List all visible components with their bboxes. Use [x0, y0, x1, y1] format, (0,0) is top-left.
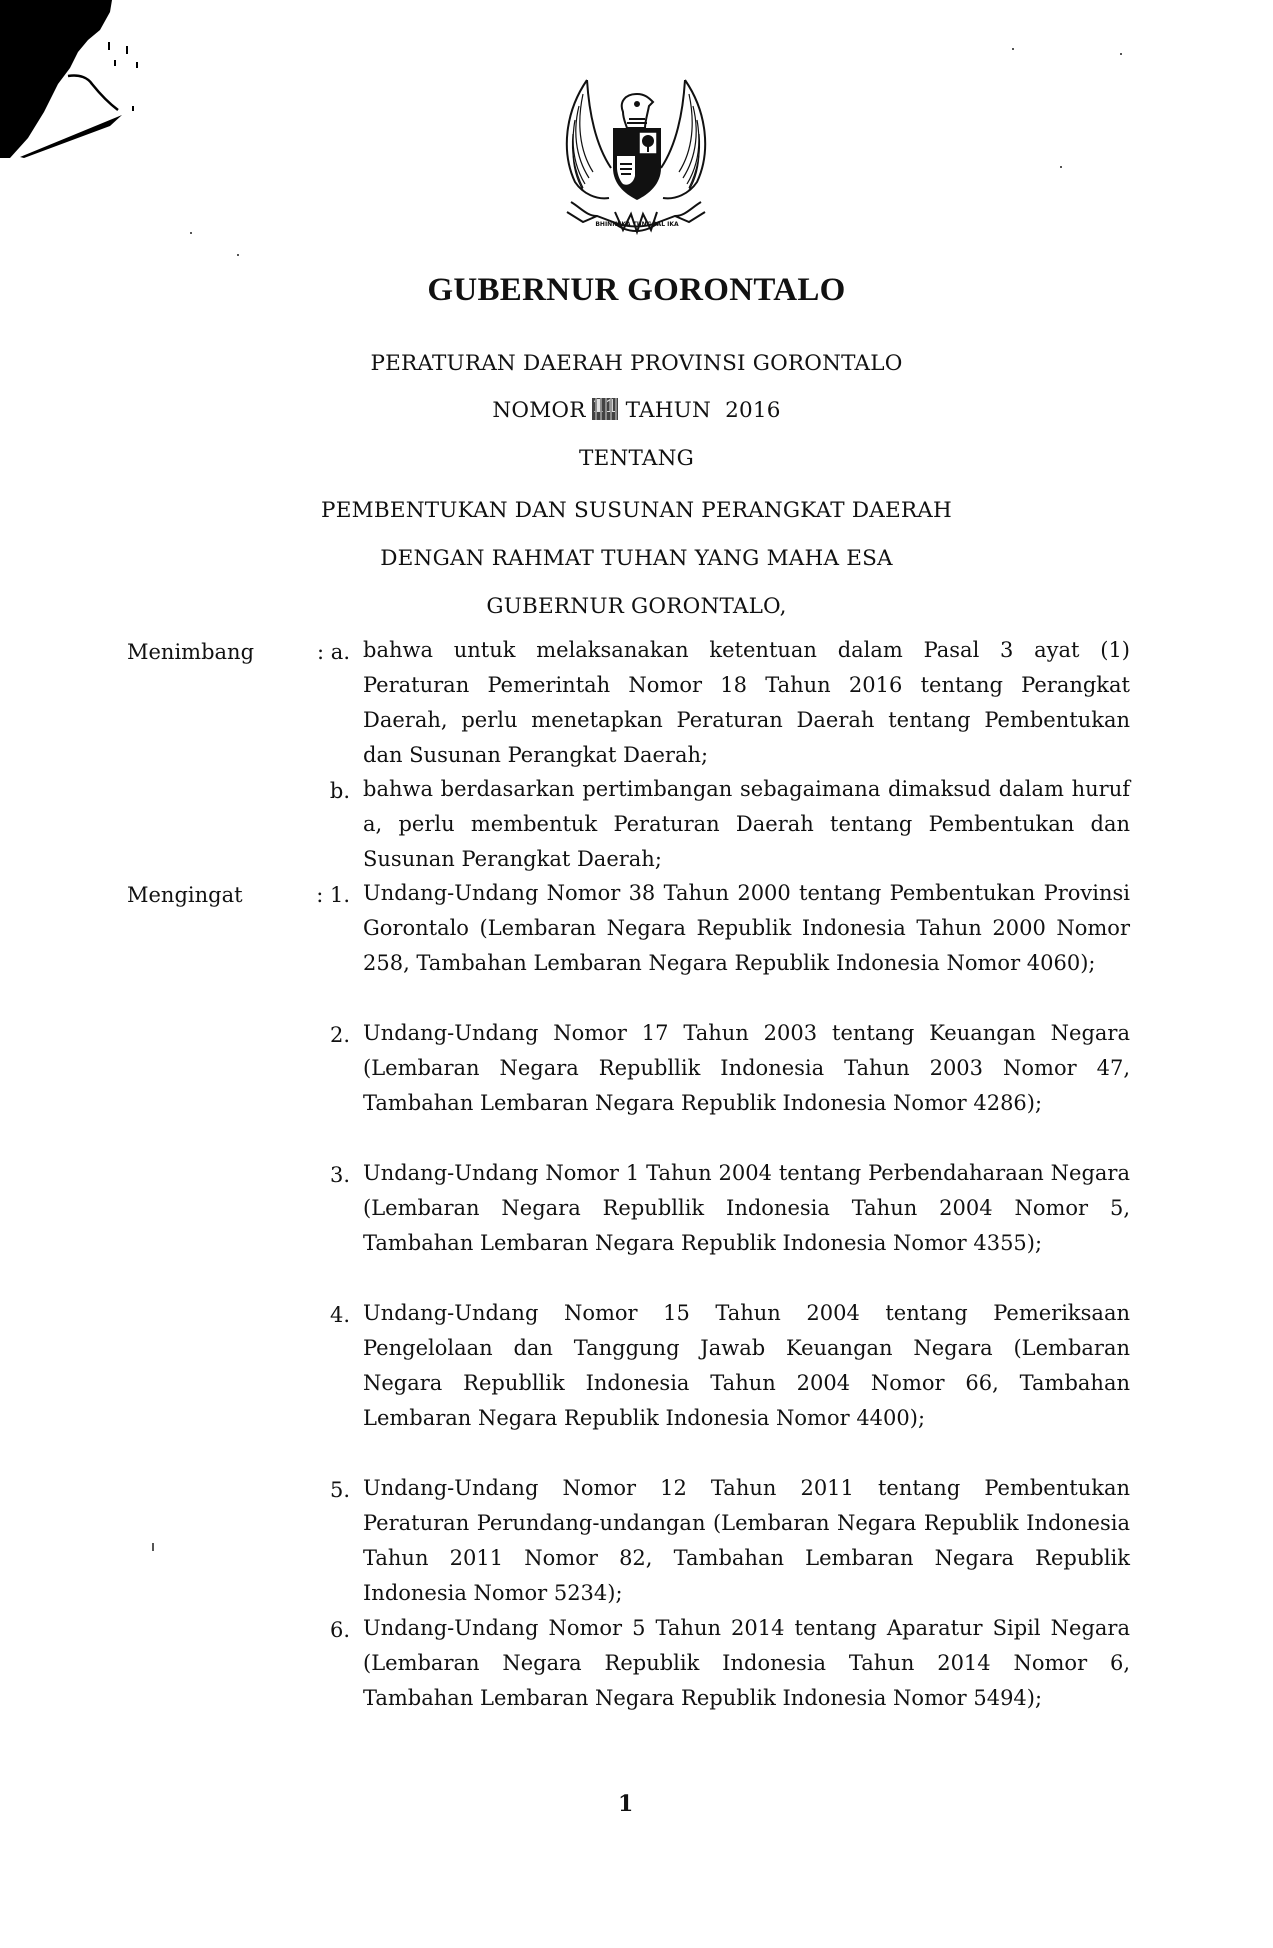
tahun-label: TAHUN: [625, 398, 712, 423]
regulation-type: PERATURAN DAERAH PROVINSI GORONTALO: [370, 351, 903, 376]
mengingat-item-3: Undang-Undang Nomor 1 Tahun 2004 tentang Perbendaharaan Negara (Lembaran Negara Republlik Indonesia Tahun 2004 Nomor 5, Tambahan Lembaran Negara Republik Indonesia Nomor 4355);: [363, 1161, 1130, 1255]
mengingat-marker-3: 3.: [329, 1163, 350, 1187]
regulation-subject: PEMBENTUKAN DAN SUSUNAN PERANGKAT DAERAH: [321, 498, 952, 523]
menimbang-marker-b: b.: [329, 779, 350, 803]
scan-speck: [1012, 48, 1014, 50]
scan-speck: [237, 254, 239, 256]
scan-speck: [1120, 53, 1122, 55]
tahun-value: 2016: [725, 398, 781, 423]
mengingat-label: Mengingat: [127, 883, 243, 907]
mengingat-item-2: Undang-Undang Nomor 17 Tahun 2003 tentang Keuangan Negara (Lembaran Negara Republlik Indonesia Tahun 2003 Nomor 47, Tambahan Lembaran Negara Republik Indonesia Nomor 4286);: [363, 1021, 1130, 1115]
mengingat-item-1: Undang-Undang Nomor 38 Tahun 2000 tentang Pembentukan Provinsi Gorontalo (Lembaran Negara Republik Indonesia Tahun 2000 Nomor 258, Tambahan Lembaran Negara Republik Indonesia Nomor 4060);: [363, 881, 1130, 975]
nomor-stamp: [592, 398, 618, 420]
mengingat-item-6: Undang-Undang Nomor 5 Tahun 2014 tentang Aparatur Sipil Negara (Lembaran Negara Republik Indonesia Tahun 2014 Nomor 6, Tambahan Lembaran Negara Republik Indonesia Nomor 5494);: [363, 1616, 1130, 1710]
page-number: 1: [618, 1791, 634, 1817]
regulation-number-line: [0, 398, 1273, 423]
mengingat-item-5: Undang-Undang Nomor 12 Tahun 2011 tentang Pembentukan Peraturan Perundang-undangan (Lembaran Negara Republik Indonesia Tahun 2011 Nomor 82, Tambahan Lembaran Negara Republik Indonesia Nomor 5234);: [363, 1476, 1130, 1605]
scan-artifact-corner: [0, 0, 140, 170]
authority-line: GUBERNUR GORONTALO,: [486, 594, 787, 619]
nomor-value: 11: [591, 396, 618, 417]
mengingat-marker-4: 4.: [329, 1303, 350, 1327]
menimbang-label: Menimbang: [127, 640, 255, 664]
mengingat-marker-1: : 1.: [316, 883, 350, 907]
document-title: GUBERNUR GORONTALO: [427, 272, 846, 308]
scan-speck: [190, 232, 192, 234]
invocation: DENGAN RAHMAT TUHAN YANG MAHA ESA: [380, 546, 893, 571]
menimbang-item-a: bahwa untuk melaksanakan ketentuan dalam Pasal 3 ayat (1) Peraturan Pemerintah Nomor 18 Tahun 2016 tentang Perangkat Daerah, perlu menetapkan Peraturan Daerah tentang Pembentukan dan Susunan Perangkat Daerah;: [363, 638, 1130, 767]
scan-speck: [152, 1543, 154, 1551]
emblem-motto: BHINNEKA TUNGGAL IKA: [595, 221, 679, 228]
menimbang-marker-a: : a.: [317, 640, 350, 664]
nomor-label: NOMOR: [492, 398, 586, 423]
mengingat-marker-6: 6.: [329, 1618, 350, 1642]
scan-speck: [1060, 166, 1062, 168]
menimbang-item-b: bahwa berdasarkan pertimbangan sebagaimana dimaksud dalam huruf a, perlu membentuk Peraturan Daerah tentang Pembentukan dan Susunan Perangkat Daerah;: [363, 777, 1130, 871]
garuda-emblem-icon: [553, 72, 719, 248]
mengingat-marker-5: 5.: [329, 1478, 350, 1502]
mengingat-item-4: Undang-Undang Nomor 15 Tahun 2004 tentang Pemeriksaan Pengelolaan dan Tanggung Jawab Keuangan Negara (Lembaran Negara Republlik Indonesia Tahun 2004 Nomor 66, Tambahan Lembaran Negara Republik Indonesia Nomor 4400);: [363, 1301, 1130, 1430]
mengingat-marker-2: 2.: [329, 1023, 350, 1047]
tentang-heading: TENTANG: [579, 446, 694, 471]
